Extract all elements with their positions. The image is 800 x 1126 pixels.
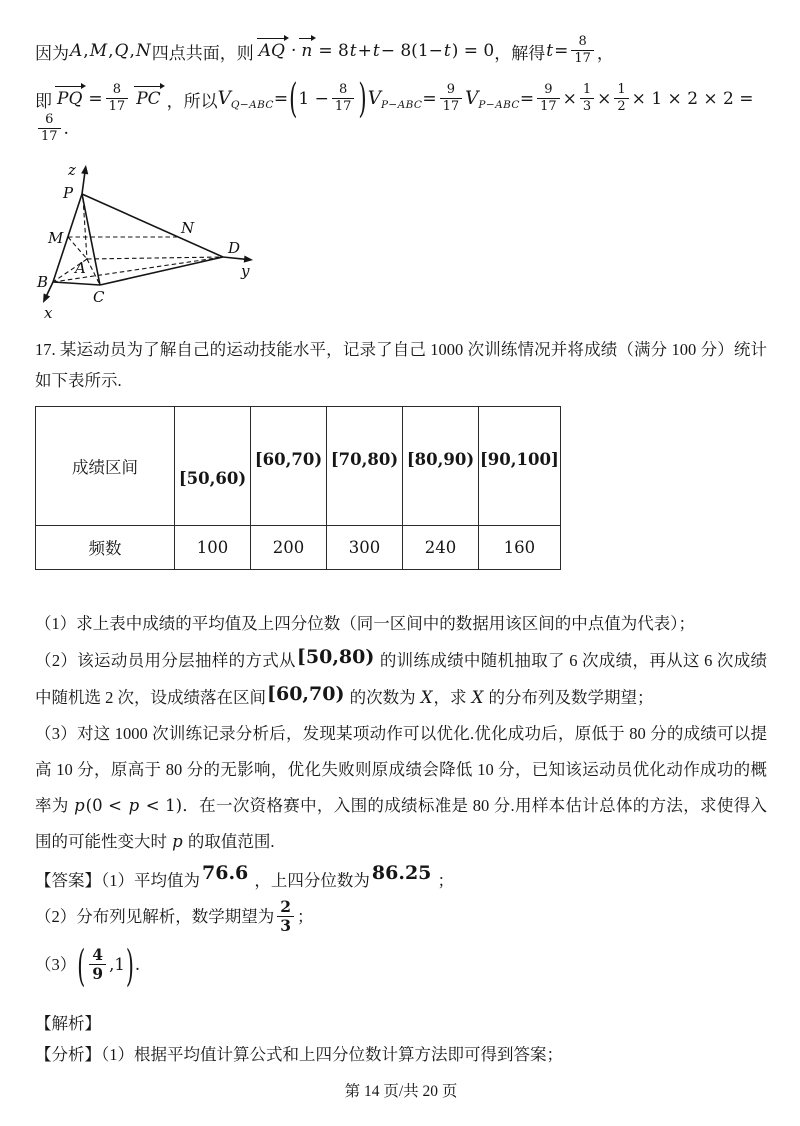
- edge-cd: [100, 257, 223, 285]
- figure-label-B: B: [37, 272, 49, 291]
- tok-vsub: [368, 88, 423, 111]
- tok-interval: [60,70): [267, 682, 345, 705]
- tok-text: 的次数为: [345, 687, 420, 707]
- tok-mtext: 1 −: [298, 89, 329, 110]
- figure-label-x: x: [44, 303, 53, 321]
- tok-num: 2: [277, 899, 294, 917]
- tok-vbase: V: [465, 87, 479, 109]
- tok-mtext: ×: [562, 89, 577, 110]
- tok-big: ): [125, 940, 134, 991]
- frequency-cell: 160: [479, 525, 561, 569]
- tok-vec: PQ: [57, 89, 83, 110]
- tok-text: ，: [596, 43, 614, 63]
- figure-label-D: D: [228, 238, 241, 257]
- tok-math: N: [135, 41, 151, 61]
- tok-frac: [537, 83, 560, 113]
- tok-text: ；: [433, 870, 455, 890]
- tok-math: A: [70, 41, 83, 61]
- tok-text: （3）: [35, 954, 77, 974]
- tok-text: （1）求上表中成绩的平均值及上四分位数（同一区间中的数据用该区间的中点值为代表）；: [35, 613, 695, 633]
- tok-mtext: =: [88, 89, 103, 110]
- tok-mtext: 1: [114, 954, 125, 974]
- tok-text: 四点共面，则: [151, 43, 254, 63]
- tok-frac: [580, 83, 594, 113]
- tok-mtext: ·: [290, 41, 297, 61]
- tok-math: p: [74, 795, 85, 815]
- figure-label-z: z: [68, 160, 76, 179]
- figure-container: [35, 157, 767, 326]
- x-arrowhead: [40, 293, 50, 304]
- tok-math: t: [349, 41, 357, 61]
- edge-pd: [82, 194, 223, 257]
- tok-frac: [89, 947, 106, 983]
- answer-line-1: [35, 862, 767, 899]
- tok-big: (: [289, 75, 298, 123]
- page-number-footer: 第 14 页/共 20 页: [344, 1082, 458, 1100]
- tok-math: p: [128, 795, 140, 815]
- tok-text: ；: [297, 906, 314, 926]
- tok-text: （2）分布列见解析，数学期望为: [35, 906, 275, 926]
- figure-label-N: N: [181, 218, 195, 237]
- tok-text: 17. 某运动员为了解自己的运动技能水平，记录了自己 1000 次训练情况并将成绩（满分 100 分）统计如下表所示.: [35, 339, 767, 390]
- tok-text: （2）该运动员用分层抽样的方式从: [35, 650, 296, 670]
- tok-mtext: ) = 0: [451, 41, 495, 61]
- tok-big: ): [358, 75, 367, 123]
- tok-den: 9: [92, 964, 104, 984]
- tok-raised: 76.6: [202, 861, 249, 884]
- tok-mtext: =: [519, 89, 535, 110]
- tok-num: 9: [440, 83, 463, 99]
- question-part-1: [35, 606, 767, 642]
- tok-text: （3）对这 1000 次训练记录分析后，发现某项动作可以优化.优化成功后，原低于 80 分的成绩可以提高 10 分，原高于 80 分的无影响，优化失败则原成绩会降低 10 分，已知该运动员优化动作成功的概率为: [35, 723, 767, 815]
- tok-math: t: [546, 41, 554, 61]
- tok-mtext: × 1 × 2 × 2 =: [631, 89, 754, 110]
- tok-frac: [38, 113, 61, 143]
- tok-vsub: [465, 88, 520, 111]
- tok-vsubs: P−ABC: [380, 98, 423, 111]
- problem17-statement: [35, 334, 767, 396]
- tok-vbase: V: [217, 87, 231, 109]
- figure-label-C: C: [93, 287, 105, 306]
- tok-text: 的分布列及数学期望；: [484, 687, 654, 707]
- tok-text: ．在一次资格赛中，入围的成绩标准是 80 分.用样本估计总体的方法，求使得入围的可能性变大时: [35, 795, 768, 851]
- interval-cell: [60,70): [251, 406, 327, 525]
- row-header-intervals: 成绩区间: [36, 406, 175, 525]
- tok-vsub: [218, 88, 274, 111]
- interval-cell: [80,90): [403, 406, 479, 525]
- tok-den: 17: [540, 98, 557, 114]
- tok-den: 17: [574, 50, 591, 66]
- row-header-frequencies: 频数: [36, 525, 175, 569]
- tok-interval: [50,80): [296, 645, 375, 668]
- tok-math: t: [372, 41, 380, 61]
- tok-frac: [106, 83, 129, 113]
- tok-mtext: ,: [83, 41, 89, 61]
- tok-vec: PC: [136, 89, 161, 110]
- tok-den: 2: [617, 98, 626, 114]
- figure-label-M: M: [48, 228, 64, 247]
- figure-label-y: y: [241, 261, 250, 280]
- tok-frac: [571, 35, 594, 65]
- tok-mtext: .: [134, 954, 141, 974]
- tok-mtext: =: [554, 41, 569, 61]
- tok-frac: [614, 83, 628, 113]
- tok-vsubs: Q−ABC: [230, 98, 274, 111]
- tok-text: 因为: [35, 43, 69, 63]
- frequency-cell: 100: [175, 525, 251, 569]
- tok-num: 6: [38, 113, 61, 129]
- figure-label-A: A: [75, 258, 86, 277]
- tok-num: 4: [89, 947, 106, 965]
- tok-mtext: ,: [129, 41, 135, 61]
- interval-cell: [90,100]: [479, 406, 561, 525]
- tok-text: ，解得: [494, 43, 546, 63]
- tok-den: 3: [582, 98, 592, 114]
- tok-frac: [440, 83, 463, 113]
- tok-mtext: +: [357, 41, 372, 61]
- tok-num: 8: [106, 83, 129, 99]
- question-part-3: [35, 716, 767, 860]
- tok-num: 8: [571, 35, 594, 51]
- solid-edges: [45, 167, 249, 300]
- frequency-cell: 300: [327, 525, 403, 569]
- tok-den: 17: [108, 98, 126, 114]
- pyramid-3d-figure: [35, 157, 275, 321]
- tok-vec: AQ: [258, 41, 285, 61]
- tok-frac: [277, 899, 294, 935]
- tok-math: Q: [114, 41, 129, 61]
- tok-math: p: [172, 831, 183, 851]
- tok-text: 【答案】（1）平均值为: [35, 870, 200, 890]
- tok-vec: n: [301, 41, 313, 61]
- interval-cell: [50,60): [175, 406, 251, 525]
- edge-ad-dashed: [87, 257, 223, 259]
- tok-den: 17: [442, 98, 460, 114]
- tok-mtext: < 1): [140, 795, 183, 815]
- tok-num: 9: [537, 83, 560, 99]
- tok-vsubs: P−ABC: [478, 98, 520, 111]
- answer-line-2: [35, 899, 767, 947]
- tok-text: 的取值范围.: [183, 831, 275, 851]
- answer-line-3: [35, 940, 767, 1001]
- tok-vbase: V: [367, 87, 381, 109]
- figure-labels: [36, 161, 250, 321]
- tok-mtext: ×: [597, 89, 612, 110]
- solution-formula-line-2: [35, 75, 767, 145]
- tok-mtext: ,: [108, 41, 114, 61]
- tok-text: 的训练成绩中随机抽取了 6 次成绩，再从这 6 次成绩中随机选 2 次，设成绩落在区间: [35, 650, 768, 707]
- tok-math: M: [89, 41, 108, 61]
- table-row-frequencies: [36, 525, 561, 569]
- tok-mtext: = 8: [318, 41, 349, 61]
- tok-math: X: [420, 687, 433, 707]
- tok-text: ，求: [433, 687, 471, 707]
- tok-raised: 86.25: [371, 861, 432, 884]
- z-arrowhead: [81, 164, 89, 174]
- solution-formula-line-1: [35, 26, 767, 76]
- tok-text: ，所以: [166, 91, 218, 111]
- tok-mtext: .: [63, 119, 69, 140]
- tok-frac: [332, 83, 355, 113]
- tok-big: (: [77, 940, 86, 991]
- tok-den: 17: [334, 98, 352, 114]
- tok-text: ，上四分位数为: [250, 870, 370, 890]
- tok-math: t: [443, 41, 451, 61]
- tok-mtext: − 8(1−: [380, 41, 443, 61]
- tok-den: 17: [41, 128, 58, 144]
- question-part-2: [35, 642, 767, 716]
- interval-cell: [70,80): [327, 406, 403, 525]
- segment-ma-dashed: [68, 237, 87, 259]
- tok-mtext: =: [273, 89, 289, 110]
- edge-bc: [53, 282, 100, 285]
- figure-label-P: P: [63, 183, 74, 202]
- score-frequency-table: [35, 406, 561, 570]
- frequency-cell: 240: [403, 525, 479, 569]
- tok-math: X: [471, 687, 484, 707]
- analysis-line-1: 【分析】（1）根据平均值计算公式和上四分位数计算方法即可得到答案；: [35, 1044, 563, 1064]
- frequency-cell: 200: [251, 525, 327, 569]
- tok-num: 1: [580, 83, 594, 99]
- tok-num: 8: [332, 83, 355, 99]
- tok-text: 即: [35, 91, 52, 111]
- table-row-intervals: [36, 406, 561, 525]
- analysis-header: 【解析】: [35, 1013, 101, 1033]
- tok-mtext: ,: [109, 954, 115, 974]
- tok-mtext: =: [422, 89, 437, 110]
- tok-mtext: (0 <: [85, 795, 128, 815]
- tok-num: 1: [614, 83, 628, 99]
- tok-den: 3: [280, 916, 292, 936]
